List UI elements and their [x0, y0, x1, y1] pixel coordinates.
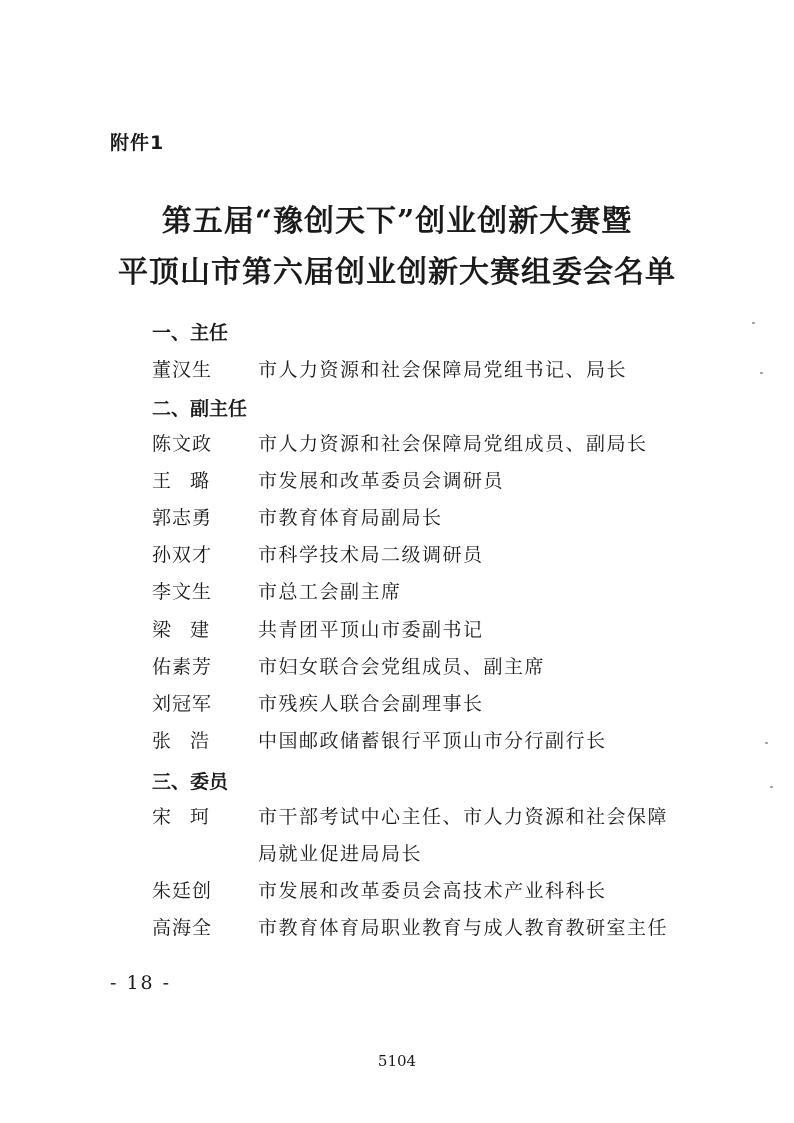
- member-row: [152, 910, 712, 947]
- scan-speck: [752, 322, 755, 324]
- archive-number: 5104: [377, 1052, 417, 1070]
- member-row-continuation: [152, 836, 712, 873]
- member-name: 梁 建: [152, 619, 210, 641]
- member-position: 市科学技术局二级调研员: [258, 544, 484, 566]
- member-position: 市总工会副主席: [258, 581, 402, 603]
- member-position: 市妇女联合会党组成员、副主席: [258, 656, 546, 678]
- member-position: 市残疾人联合会副理事长: [258, 693, 484, 715]
- member-row: [152, 426, 712, 463]
- member-position: 市教育体育局副局长: [258, 507, 443, 529]
- member-row: [152, 686, 712, 723]
- scan-speck: [765, 742, 768, 744]
- scan-speck: [760, 372, 763, 374]
- section-heading-director: 一、主任: [152, 322, 229, 344]
- member-row: [152, 873, 712, 910]
- section-heading-committee-members: 三、委员: [152, 771, 229, 793]
- member-name: 陈文政: [152, 433, 213, 455]
- member-row: [152, 574, 712, 611]
- member-position: 市发展和改革委员会调研员: [258, 470, 505, 492]
- member-name: 郭志勇: [152, 507, 213, 529]
- member-row: [152, 799, 712, 836]
- member-row: [152, 352, 712, 389]
- member-row: [152, 500, 712, 537]
- document-title-line-1: 第五届“豫创天下”创业创新大赛暨: [161, 204, 633, 239]
- member-name: 宋 珂: [152, 806, 210, 828]
- member-row: [152, 649, 712, 686]
- member-name: 李文生: [152, 581, 213, 603]
- member-name: 董汉生: [152, 359, 213, 381]
- member-name: 张 浩: [152, 730, 210, 752]
- member-row: [152, 463, 712, 500]
- member-name: 佑素芳: [152, 656, 213, 678]
- member-position: 中国邮政储蓄银行平顶山市分行副行长: [258, 730, 607, 752]
- member-row: [152, 723, 712, 760]
- member-name: 朱廷创: [152, 880, 213, 902]
- member-position-continued: 局就业促进局局长: [258, 843, 423, 865]
- member-name: 高海全: [152, 917, 213, 939]
- member-position: 市教育体育局职业教育与成人教育教研室主任: [258, 917, 669, 939]
- member-row: [152, 612, 712, 649]
- document-title-line-2: 平顶山市第六届创业创新大赛组委会名单: [118, 255, 676, 290]
- member-position: 市干部考试中心主任、市人力资源和社会保障: [258, 806, 669, 828]
- member-position: 市人力资源和社会保障局党组书记、局长: [258, 359, 628, 381]
- member-position: 市发展和改革委员会高技术产业科科长: [258, 880, 607, 902]
- member-name: 孙双才: [152, 544, 213, 566]
- member-row: [152, 537, 712, 574]
- member-name: 王 璐: [152, 470, 210, 492]
- scan-speck: [770, 786, 773, 788]
- member-position: 市人力资源和社会保障局党组成员、副局长: [258, 433, 648, 455]
- member-name-blank: [152, 836, 258, 873]
- page-number: - 18 -: [110, 972, 172, 994]
- attachment-label: 附件1: [110, 132, 165, 154]
- section-heading-deputy-director: 二、副主任: [152, 398, 248, 420]
- member-name: 刘冠军: [152, 693, 213, 715]
- member-position: 共青团平顶山市委副书记: [258, 619, 484, 641]
